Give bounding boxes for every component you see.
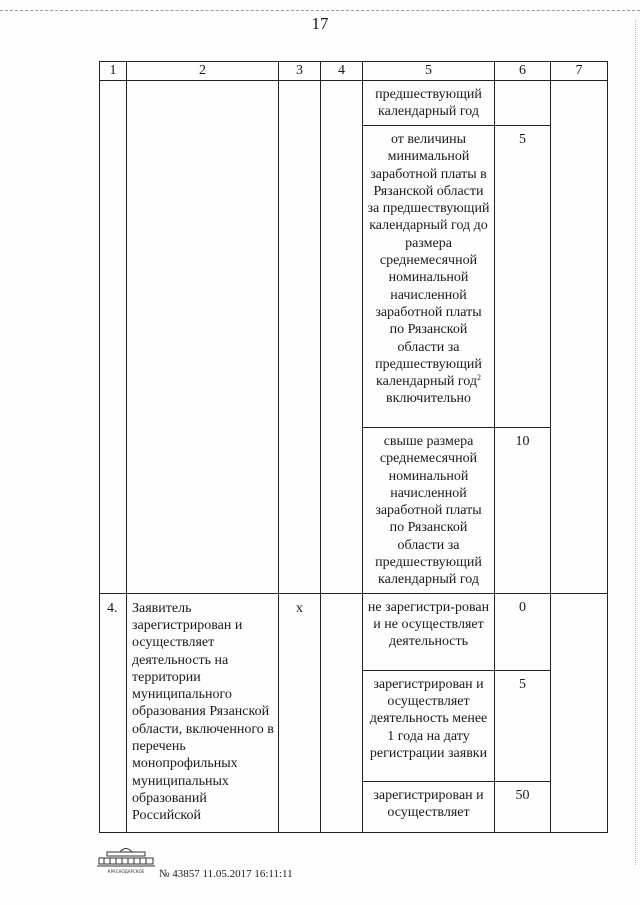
- cell-condition: свыше размера среднемесячной номинальной начисленной заработной платы по Рязанской области за предшествующий календарный год: [363, 428, 495, 594]
- column-header: 2: [127, 62, 279, 81]
- table-row: [100, 81, 608, 126]
- column-header: 1: [100, 62, 127, 81]
- cell-criterion: [127, 81, 279, 594]
- cell-points: 50: [495, 781, 551, 832]
- document-reference: № 43857 11.05.2017 16:11:11: [159, 868, 293, 880]
- cell-points: 5: [495, 126, 551, 428]
- scan-edge-line-right: [635, 20, 636, 865]
- table-header-row: [100, 62, 608, 81]
- cell-condition: [363, 126, 495, 428]
- footnote-mark: 2: [476, 373, 481, 383]
- cell-col4: [321, 81, 363, 594]
- cell-condition: зарегистрирован и осуществляет: [363, 781, 495, 832]
- condition-text-end: включительно: [385, 391, 472, 407]
- cell-number: [100, 81, 127, 594]
- cell-col7: [551, 81, 608, 594]
- stamp-caption: КРАСНОДАРСКОЕ: [107, 869, 145, 874]
- document-footer: [95, 845, 395, 885]
- cell-number: 4.: [100, 593, 127, 832]
- column-header: 7: [551, 62, 608, 81]
- cell-indicator: x: [279, 593, 321, 832]
- cell-points: 0: [495, 593, 551, 670]
- cell-criterion: Заявитель зарегистрирован и осуществляет деятельность на территории муниципального образования Рязанской области, включенного в перечень монопрофильных муниципальных образований Российской: [127, 593, 279, 832]
- column-header: 3: [279, 62, 321, 81]
- cell-points: [495, 81, 551, 126]
- cell-condition: предшествующий календарный год: [363, 81, 495, 126]
- column-header: 6: [495, 62, 551, 81]
- cell-points: 5: [495, 670, 551, 781]
- cell-condition: не зарегистри-рован и не осуществляет деятельность: [363, 593, 495, 670]
- table-row: [100, 593, 608, 670]
- scan-edge-line: [0, 10, 640, 11]
- cell-points: 10: [495, 428, 551, 594]
- page-number: 17: [311, 14, 329, 33]
- column-header: 5: [363, 62, 495, 81]
- condition-text: от величины минимальной заработной платы в Рязанской области за предшествующий календарный год до размера среднемесячной номинальной начисленной заработной платы по Рязанской области за предшествующий календарный год: [367, 132, 490, 390]
- column-header: 4: [321, 62, 363, 81]
- criteria-table: [99, 61, 608, 833]
- cell-condition: зарегистрирован и осуществляет деятельность менее 1 года на дату регистрации заявки: [363, 670, 495, 781]
- registry-stamp-logo: [95, 845, 157, 875]
- cell-col7: [551, 593, 608, 832]
- cell-indicator: [279, 81, 321, 594]
- cell-col4: [321, 593, 363, 832]
